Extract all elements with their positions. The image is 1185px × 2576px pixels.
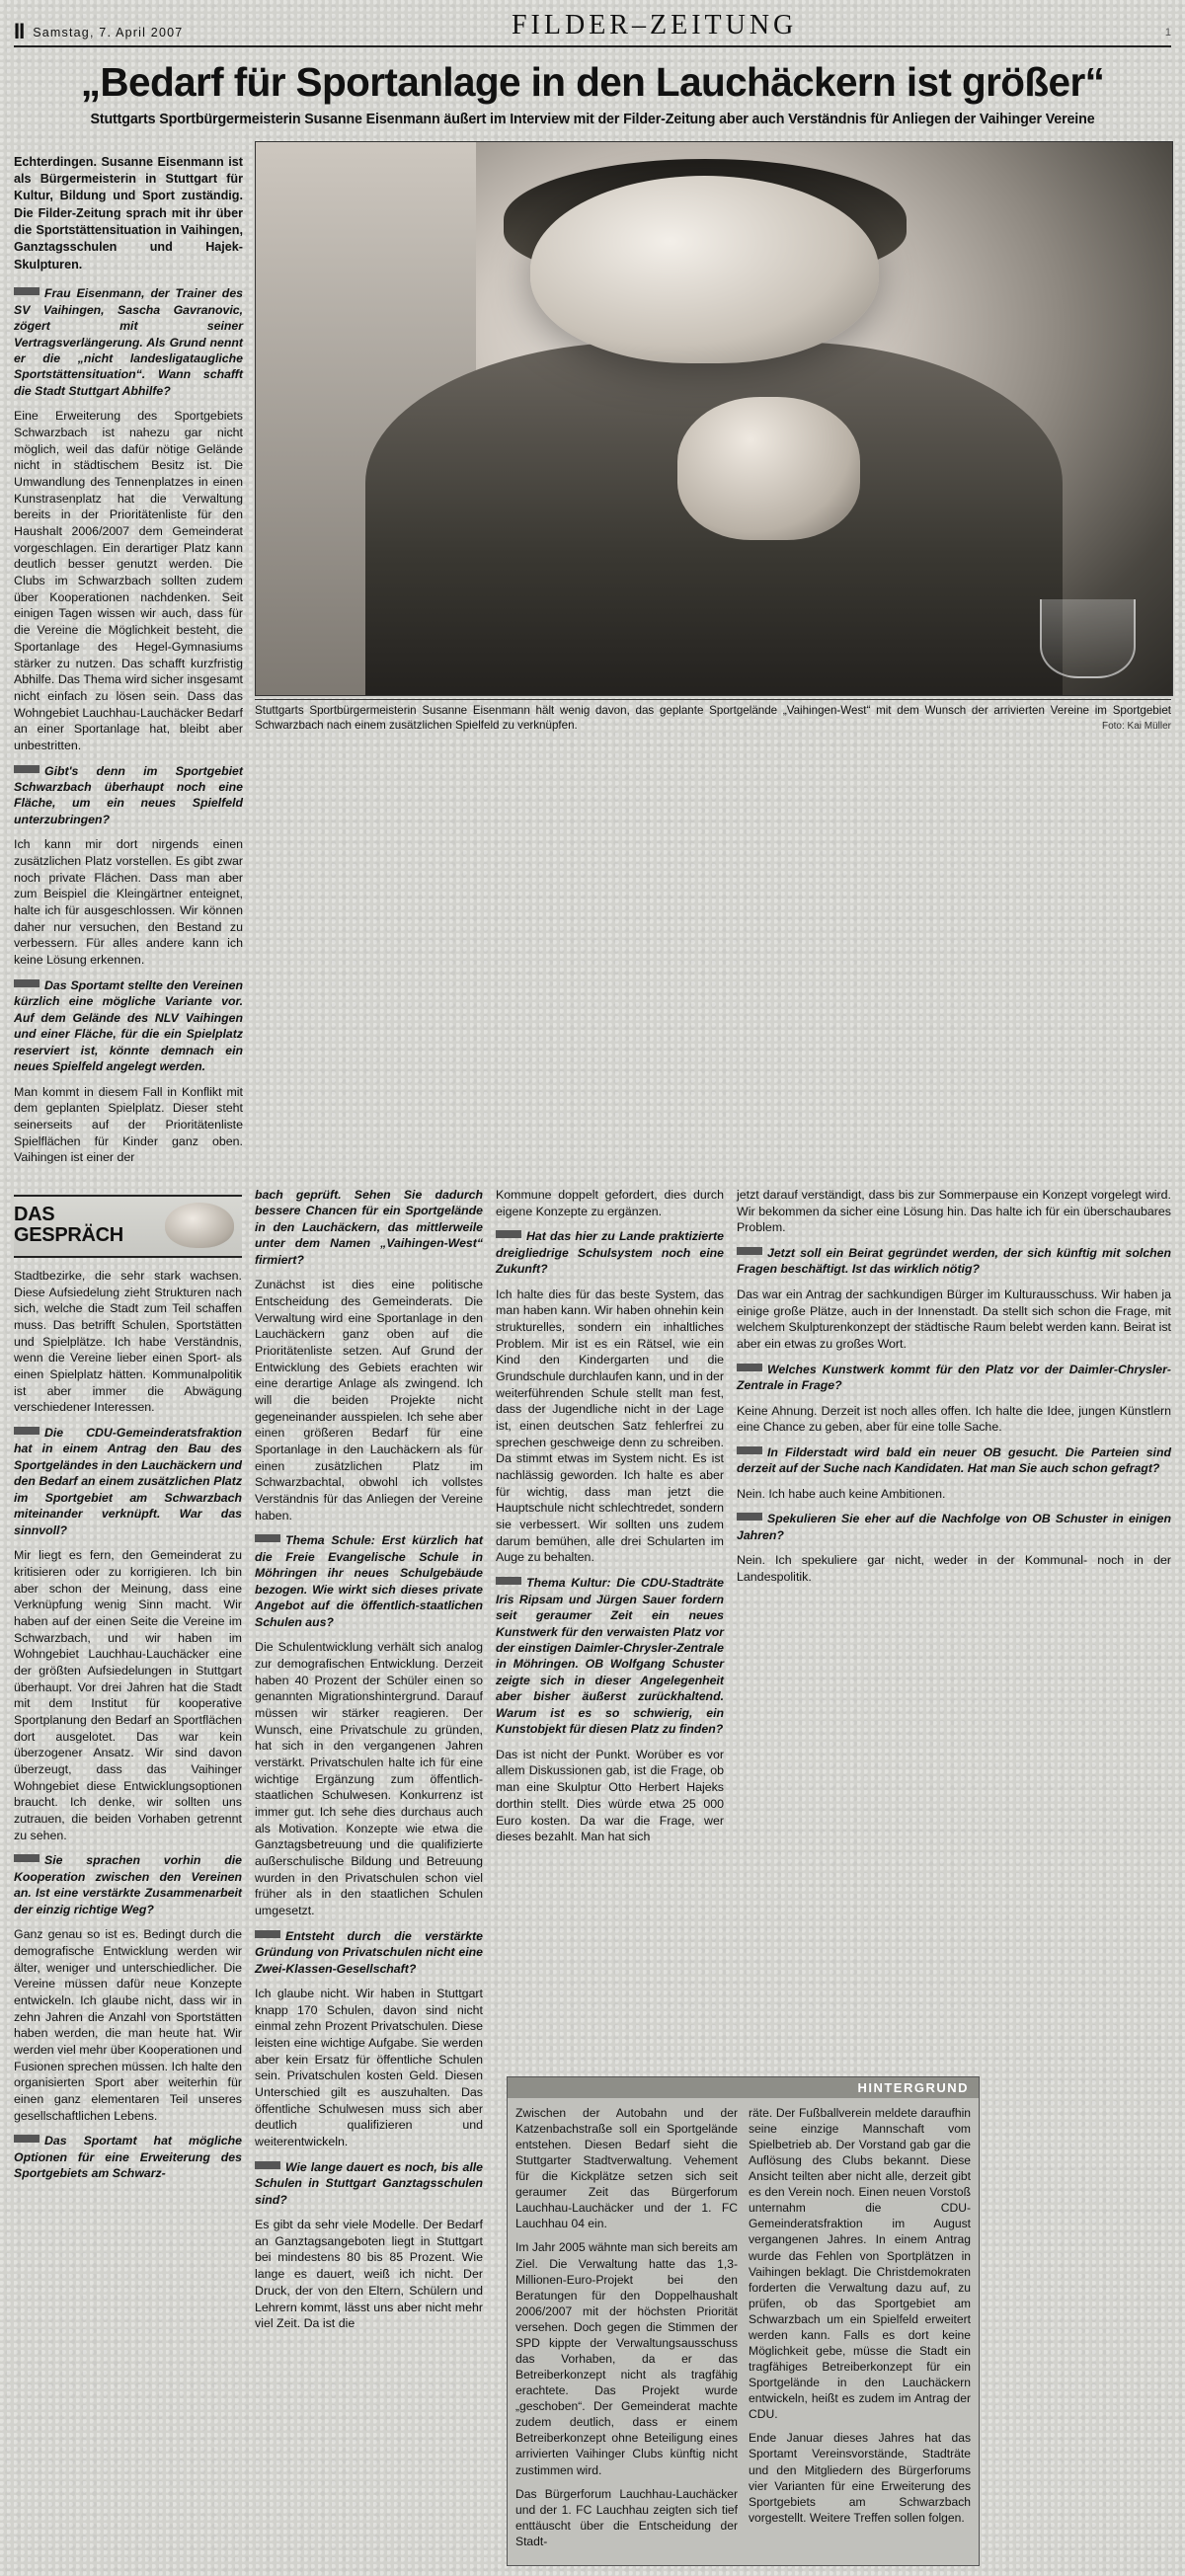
interview-answer: Eine Erweiterung des Sportgebiets Schwarzbach ist nahezu gar nicht möglich, weil das dafür nötige Gelände nicht in städtischem Besitz ist. Die Umwandlung des Tennenplatzes in einen Kunstrasenplatz hat die Verwaltung bereits in der Prioritätenliste für den Haushalt 2006/2007 dem Gemeinderat vorgeschlagen. Ein derartiger Platz kann deutlich besser genutzt werden. Die Clubs im Schwarzbach sollten zudem über Kooperationen nachdenken. Seit einigen Tagen wissen wir auch, dass für die Vereine die Möglichkeit besteht, die Sportanlage des Hegel-Gymnasiums stärker zu nutzen. Das schafft kurzfristig Abhilfe. Das Thema wird sicher insgesamt nicht einfach zu lösen sein. Dass das Wohngebiet Lauchhau-Lauchäcker Bedarf an einer Sportanlage hat, bleibt aber unbestritten. bbox=[14, 409, 243, 752]
hintergrund-column-right bbox=[749, 2105, 971, 2557]
question-marker-icon bbox=[255, 1930, 280, 1938]
interview-answer: Man kommt in diesem Fall in Konflikt mit dem geplanten Spielplatz. Dieser steht seinerseits auf der Prioritätenliste Spielflächen für Kinder ganz oben. Vaihingen ist einer der bbox=[14, 1084, 243, 1165]
question-marker-icon bbox=[496, 1230, 521, 1238]
column-3 bbox=[255, 1187, 483, 2341]
photo-figure-hand bbox=[677, 397, 861, 541]
interview-question: Gibt's denn im Sportgebiet Schwarzbach überhaupt noch eine Fläche, um ein neues Spielfeld unterzubringen? bbox=[14, 763, 243, 826]
masthead bbox=[14, 10, 1171, 47]
article-lead: Echterdingen. Susanne Eisenmann ist als Bürgermeisterin in Stuttgart für Kultur, Bildung und Sport zuständig. Die Filder-Zeitung sprach mit ihr über die Sportstättensituation in Vaihingen, Ganztagsschulen und Hajek-Skulpturen. bbox=[14, 154, 243, 272]
interview-question: Das Sportamt hat mögliche Optionen für eine Erweiterung des Sportgebiets am Schwarz- bbox=[14, 2134, 242, 2181]
question-marker-icon bbox=[14, 765, 40, 773]
photo-figure-head bbox=[530, 176, 879, 363]
interview-question: Wie lange dauert es noch, bis alle Schulen in Stuttgart Ganztagsschulen sind? bbox=[255, 2159, 483, 2207]
hintergrund-paragraph: Das Bürgerforum Lauchhau-Lauchäcker und der 1. FC Lauchhau zeigten sich tief enttäuscht über die Entscheidung der Stadt- bbox=[515, 2486, 738, 2548]
question-marker-icon bbox=[14, 979, 40, 987]
hintergrund-paragraph: Zwischen der Autobahn und der Katzenbachstraße soll ein Sportgelände entstehen. Diesen Bedarf sieht die Stuttgarter Stadtverwaltung. Vehement für die Kickplätze setzen sich seit geraumer Zeit das Bürgerforum Lauchhau-Lauchäcker und der 1. FC Lauchhau 04 ein. bbox=[515, 2105, 738, 2231]
photo-caption-text: Stuttgarts Sportbürgermeisterin Susanne Eisenmann hält wenig davon, das geplante Sportgelände „Vaihingen-West“ mit dem Wunsch der arrivierten Vereine im Sportgebiet Schwarzbach nach einem zusätzlichen Spielfeld zu verknüpfen. bbox=[255, 703, 1171, 732]
question-marker-icon bbox=[496, 1577, 521, 1585]
interview-question: Spekulieren Sie eher auf die Nachfolge von OB Schuster in einigen Jahren? bbox=[737, 1512, 1171, 1542]
top-block bbox=[14, 141, 1171, 1175]
hintergrund-paragraph: räte. Der Fußballverein meldete daraufhin seine einzige Mannschaft vom Spielbetrieb ab. Der Vorstand gab gar die Auflösung des Clubs bekannt. Diese Ansicht teilten aber nicht alle, derzeit gibt es den Verein noch. Einen neuen Vorstoß unternahm die CDU-Gemeinderatsfraktion im August vergangenen Jahres. In einem Antrag wurde das Fehlen von Sportplätzen in Vaihingen beklagt. Die Christdemokraten forderten die Verwaltung dazu auf, zu prüfen, ob das Sportgebiet am Schwarzbach um ein Spielfeld erweitert werden kann. Falls es dort keine Möglichkeit gebe, müsse die Stadt ein tragfähiges Betreiberkonzept für ein Sportgelände in den Lauchäckern entwickeln, heißt es zudem im Antrag der CDU. bbox=[749, 2105, 971, 2422]
interview-answer: Ich kann mir dort nirgends einen zusätzlichen Platz vorstellen. Es gibt zwar noch private Flächen. Dass man aber zum Beispiel die Kleingärtner enteignet, halte ich für ausgeschlossen. Wir können daher nur versuchen, den Bestand zu verbessern. Für alles andere kann ich keine Lösung erkennen. bbox=[14, 837, 243, 968]
article-photo-block bbox=[255, 141, 1171, 1175]
interview-question: Jetzt soll ein Beirat gegründet werden, der sich künftig mit solchen Fragen beschäftigt. Ist das wirklich nötig? bbox=[737, 1245, 1171, 1277]
publication-date: Samstag, 7. April 2007 bbox=[33, 26, 184, 39]
photo-water-glass bbox=[1040, 599, 1136, 678]
interview-question: Hat das hier zu Lande praktizierte dreigliedrige Schulsystem noch eine Zukunft? bbox=[496, 1229, 724, 1277]
interview-answer: Mir liegt es fern, den Gemeinderat zu kritisieren oder zu korrigieren. Ich bin aber schon der Meinung, dass eine Verknüpfung wenig Sinn macht. Wir haben auf der einen Seite die Vereine im Schwarzbach, und wir haben im Wohngebiet Lauchhau-Lauchäcker eine der größten Aufsiedelungen in Stuttgart überhaupt. Vor drei Jahren hat die Stadt mit dem Institut für kooperative Sportplanung den Bedarf an Sportflächen dort ausgelotet. Das war kein überzogener Ansatz. Wir sind davon überzeugt, dass das Vaihinger Wohngebiet diese Entwicklungsoptionen braucht. Ich denke, wir sollten uns zutrauen, die beiden Vorhaben getrennt zu sehen. bbox=[14, 1548, 242, 1842]
interview-answer: Keine Ahnung. Derzeit ist noch alles offen. Ich halte die Idee, jungen Künstlern eine Chance zu geben, aber für eine tolle Sache. bbox=[737, 1403, 1171, 1435]
article-headline: „Bedarf für Sportanlage in den Lauchäckern ist größer“ bbox=[80, 59, 1105, 105]
question-marker-icon bbox=[14, 1427, 40, 1435]
interview-answer: Ich glaube nicht. Wir haben in Stuttgart knapp 170 Schulen, davon sind nicht einmal zehn Prozent Privatschulen. Diese leisten eine wichtige Aufgabe. Sie werden aber kein Ersatz für öffentliche Schulen sein. Privatschulen kosten Geld. Diesen Unterschied gilt es auszuhalten. Das öffentliche Schulwesen muss sich aber deutlich qualifizieren und weiterentwickeln. bbox=[255, 1987, 483, 2149]
interview-answer: Zunächst ist dies eine politische Entscheidung des Gemeinderats. Die Verwaltung wird eine Sportanlage in den Lauchäckern ganz oben auf die Prioritätenliste setzen. Auf Grund der Entwicklung des Gebiets erachten wir eine derartige Anlage als zwingend. Ich will die beiden Projekte nicht gegeneinander ausspielen. Ich sehe aber einen größeren Bedarf für eine Sportanlage in den Lauchäckern als für einen zusätzlichen Platz im Schwarzbachtal, obwohl ich vollstes Verständnis für das Anliegen der Vereine haben. bbox=[255, 1278, 483, 1522]
question-marker-icon bbox=[14, 2135, 40, 2143]
question-marker-icon bbox=[255, 1534, 280, 1542]
photo-caption bbox=[255, 699, 1171, 733]
interview-question: bach geprüft. Sehen Sie dadurch bessere Chancen für ein Sportgelände in den Lauchäckern, das mittlerweile unter dem Namen „Vaihingen-West“ firmiert? bbox=[255, 1187, 483, 1267]
masthead-left bbox=[14, 19, 184, 44]
interview-question: Thema Kultur: Die CDU-Stadträte Iris Ripsam und Jürgen Sauer fordern seit geraumer Zeit ein neues Kunstwerk für den verwaisten Platz vor der einstigen Daimler-Chrysler-Zentrale in Möhringen. OB Wolfgang Schuster zeigte sich in dieser Angelegenheit aber bisher äußerst zurückhaltend. Warum ist es so schwierig, ein Kunstobjekt für diesen Platz zu finden? bbox=[496, 1576, 724, 1737]
interview-answer: Ganz genau so ist es. Bedingt durch die demografische Entwicklung werden wir älter, weniger und unterschiedlicher. Die Vereine müssen dafür neue Konzepte entwickeln. Ich glaube nicht, dass wir in zehn Jahren die Anzahl von Sportstätten haben werden, die man heute hat. Wir werden viel mehr über Kooperationen und Fusionen sprechen müssen. Ich halte den organisierten Sport aber weiterhin für einen ganz elementaren Teil unseres gesellschaftlichen Lebens. bbox=[14, 1927, 242, 2123]
interview-question: Sie sprachen vorhin die Kooperation zwischen den Vereinen an. Ist eine verstärkte Zusammenarbeit der einzig richtige Weg? bbox=[14, 1853, 242, 1916]
column-2 bbox=[14, 1187, 242, 2341]
question-marker-icon bbox=[737, 1247, 762, 1255]
question-marker-icon bbox=[737, 1513, 762, 1521]
interview-answer: jetzt darauf verständigt, dass bis zur Sommerpause ein Konzept vorgelegt wird. Wir bekommen da sicher eine Lösung hin. Das halte ich für ein überschaubares Problem. bbox=[737, 1187, 1171, 1235]
interview-answer: Stadtbezirke, die sehr stark wachsen. Diese Aufsiedelung zieht Strukturen nach sich, welche die Stadt zum Teil schaffen muss. Das betrifft Schulen, Sportstätten und Spielplätze. Ich habe Verständnis, wenn die Vereine lieber einen Sport- als einen Spielplatz hätten. Kommunalpolitik ist aber immer die Abwägung verschiedener Interessen. bbox=[14, 1268, 242, 1415]
das-gespraech-label bbox=[14, 1205, 123, 1246]
column-1 bbox=[14, 141, 243, 1175]
newspaper-title: FILDER–ZEITUNG bbox=[511, 10, 798, 40]
interview-answer: Es gibt da sehr viele Modelle. Der Bedarf an Ganztagsangeboten liegt in Stuttgart bei mindestens 80 bis 85 Prozent. Wie lange es dauert, weiß ich nicht. Der Druck, der von den Eltern, Schülern und Lehrern kommt, lässt uns aber nicht mehr viel Zeit. Da ist die bbox=[255, 2218, 483, 2331]
interview-question: Frau Eisenmann, der Trainer des SV Vaihingen, Sascha Gavranovic, zögert mit seiner Vertragsverlängerung. Als Grund nennt er die „nicht landesligataugliche Sportstättensituation“. Wann schafft die Stadt Stuttgart Abhilfe? bbox=[14, 286, 243, 398]
interview-question: Entsteht durch die verstärkte Gründung von Privatschulen nicht eine Zwei-Klassen-Gesellschaft? bbox=[255, 1928, 483, 1976]
question-marker-icon bbox=[737, 1446, 762, 1454]
interview-question: Thema Schule: Erst kürzlich hat die Freie Evangelische Schule in Möhringen ihr neues Schulgebäude bezogen. Wie wirkt sich dieses private Angebot auf die öffentlich-staatlichen Schulen aus? bbox=[255, 1533, 483, 1629]
question-marker-icon bbox=[14, 1854, 40, 1862]
hintergrund-label: HINTERGRUND bbox=[508, 2077, 979, 2098]
interview-question: Das Sportamt stellte den Vereinen kürzlich eine mögliche Variante vor. Auf dem Gelände des NLV Vaihingen und einer Fläche, für die ein Spielplatz reserviert ist, könnte demnach ein neues Spielfeld angelegt werden. bbox=[14, 977, 243, 1074]
interview-answer: Das war ein Antrag der sachkundigen Bürger im Kulturausschuss. Wir haben ja einige große Plätze, auch in der Innenstadt. Da stellt sich schon die Frage, mit welchem Skulpturenkonzept der städtische Raum belebt werden kann. Beirat ist aber ein etwas zu großes Wort. bbox=[737, 1287, 1171, 1351]
interview-question: Die CDU-Gemeinderatsfraktion hat in einem Antrag den Bau des Sportgeländes in den Lauchäckern und den Bedarf an einem zusätzlichen Platz im Sportgebiet am Schwarzbach miteinander verknüpft. War das sinnvoll? bbox=[14, 1426, 242, 1537]
das-gespraech-line2: GESPRÄCH bbox=[14, 1223, 123, 1246]
article-photo bbox=[255, 141, 1173, 696]
interview-question: In Filderstadt wird bald ein neuer OB gesucht. Die Parteien sind derzeit auf der Suche nach Kandidaten. Hat man Sie auch schon gefragt? bbox=[737, 1444, 1171, 1476]
interview-answer: Die Schulentwicklung verhält sich analog zur demografischen Entwicklung. Derzeit haben 40 Prozent der Schüler einen so genannten Migrationshintergrund. Darauf müssen wir stärker reagieren. Der Wunsch, eine Privatschule zu gründen, hat sich in den vergangenen Jahren verstärkt. Privatschulen halte ich für eine wichtige Ergänzung zum öffentlich-staatlichen Schulwesen. Konkurrenz ist immer gut. Ich sehe dies durchaus auch als Motivation. Konzepte wie etwa die Ganztagsbetreuung und die qualifizierte außerschulische Bildung und Betreuung wurden in den Privatschulen schon viel früher als in den staatlichen Schulen umgesetzt. bbox=[255, 1640, 483, 1917]
masthead-right-note: 1 bbox=[1164, 27, 1171, 39]
question-marker-icon bbox=[14, 287, 40, 295]
question-marker-icon bbox=[737, 1364, 762, 1371]
interview-answer: Nein. Ich habe auch keine Ambitionen. bbox=[737, 1486, 946, 1501]
decorative-portrait-icon bbox=[165, 1203, 234, 1248]
question-marker-icon bbox=[255, 2161, 280, 2169]
hintergrund-paragraph: Im Jahr 2005 wähnte man sich bereits am Ziel. Die Verwaltung hatte das 1,3-Millionen-Euro-Projekt bei den Beratungen für den Doppelhaushalt 2006/2007 mit der höchsten Priorität versehen. Doch gegen die Stimmen der SPD kippte der Verwaltungsausschuss das Vorhaben, da er das Betreiberkonzept nicht als tragfähig erachtete. Das Projekt wurde „geschoben“. Der Gemeinderat machte zudem deutlich, dass er einem Betreiberkonzept ohne Beteiligung eines arrivierten Vaihinger Clubs künftig nicht zustimmen wird. bbox=[515, 2240, 738, 2477]
interview-answer: Ich halte dies für das beste System, das man haben kann. Wir haben ohnehin kein strukturelles, sondern ein inhaltliches Problem. Mir ist es ein Rätsel, wie ein Kind den Kindergarten und die Grundschule durchlaufen kann, und in der weiterführenden Schule stellt man fest, dass der Jugendliche nicht in der Lage ist, einen deutschen Satz fehlerfrei zu sprechen geschweige denn zu schreiben. Da stimmt etwas im System nicht. Es ist nachlässig geworden. Ich halte es aber für wichtig, dass man jetzt die Hauptschule nicht schlechtredet, sondern sie verbessert. Wir sollten uns zudem darum bemühen, alle drei Schularten im Auge zu behalten. bbox=[496, 1287, 724, 1565]
hintergrund-paragraph: Ende Januar dieses Jahres hat das Sportamt Vereinsvorstände, Stadträte und den Mitgliedern des Bürgerforums vier Varianten für eine Erweiterung des Sportgebiets am Schwarzbach vorgestellt. Weitere Treffen sollen folgen. bbox=[749, 2431, 971, 2525]
photo-credit: Foto: Kai Müller bbox=[1101, 721, 1171, 733]
article-subhead: Stuttgarts Sportbürgermeisterin Susanne Eisenmann äußert im Interview mit der Filder-Zeitung aber auch Verständnis für Anliegen der Vaihinger Vereine bbox=[90, 111, 1095, 127]
interview-answer: Nein. Ich spekuliere gar nicht, weder in der Kommunal- noch in der Landespolitik. bbox=[737, 1553, 1171, 1585]
das-gespraech-box bbox=[14, 1195, 242, 1258]
interview-answer: Kommune doppelt gefordert, dies durch eigene Konzepte zu ergänzen. bbox=[496, 1187, 724, 1218]
page-number-mark: II bbox=[14, 19, 25, 44]
das-gespraech-line1: DAS bbox=[14, 1203, 55, 1225]
interview-question: Welches Kunstwerk kommt für den Platz vor der Daimler-Chrysler-Zentrale in Frage? bbox=[737, 1362, 1171, 1393]
hintergrund-column-left bbox=[515, 2105, 738, 2557]
interview-answer: Das ist nicht der Punkt. Worüber es vor allem Diskussionen gab, ist die Frage, ob man eine Skulptur Otto Herbert Hajeks dorthin stellt. Dies würde etwa 25 000 Euro kosten. Da war die Frage, wer dieses bezahlt. Man hat sich bbox=[496, 1747, 724, 1844]
